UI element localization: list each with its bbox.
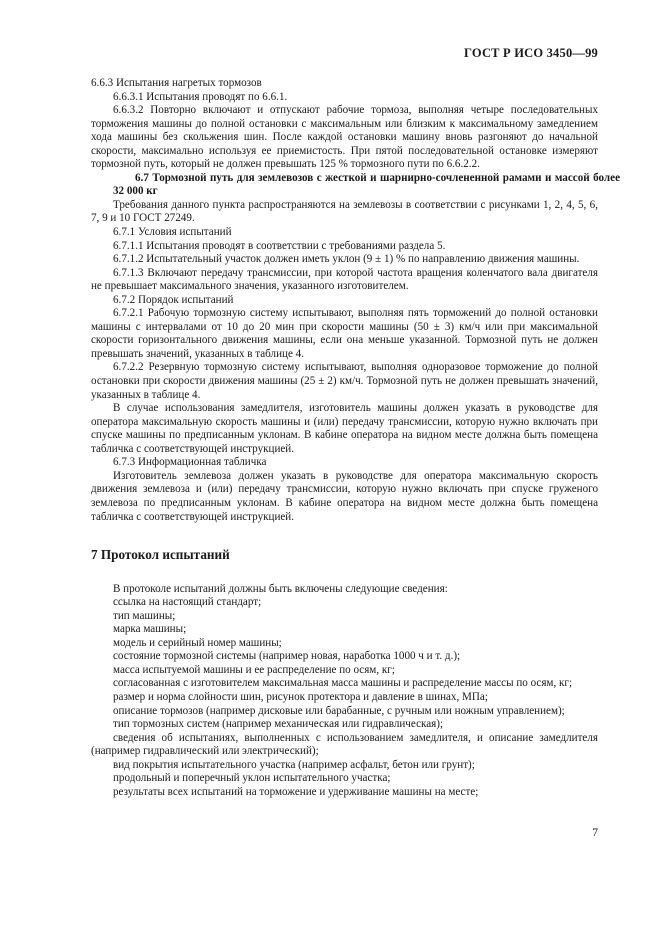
list-item: марка машины; bbox=[113, 623, 187, 636]
paragraph-6-7-3: 6.7.3 Информационная табличка bbox=[113, 456, 267, 469]
paragraph-6-7-1-1: 6.7.1.1 Испытания проводят в соответствии с требованиями раздела 5. bbox=[113, 239, 446, 252]
list-item: размер и норма слойности шин, рисунок протектора и давление в шинах, МПа; bbox=[113, 690, 488, 703]
list-item: масса испытуемой машины и ее распределение по осям, кг; bbox=[113, 663, 395, 676]
paragraph-6-6-3: 6.6.3 Испытания нагретых тормозов bbox=[91, 77, 262, 89]
paragraph-6-7-1: 6.7.1 Условия испытаний bbox=[113, 226, 232, 239]
section-7-title: 7 Протокол испытаний bbox=[91, 547, 230, 563]
heading-6-7: 6.7 Тормозной путь для землевозов с жесткой и шарнирно-сочлененной рамами и массой более 32 000 кг bbox=[113, 171, 620, 198]
paragraph-6-6-3-1: 6.6.3.1 Испытания проводят по 6.6.1. bbox=[113, 90, 288, 103]
report-items-list bbox=[91, 596, 598, 799]
page-content bbox=[91, 77, 620, 799]
list-item: ссылка на настоящий стандарт; bbox=[113, 596, 262, 609]
list-item: тип машины; bbox=[113, 609, 176, 622]
list-item: вид покрытия испытательного участка (например асфальт, бетон или грунт); bbox=[113, 758, 475, 771]
paragraph-6-7-scope: Требования данного пункта распространяются на землевозы в соответствии с рисунками 1, 2, 4, 5, 6, 7, 9 и 10 ГОСТ 27249. bbox=[91, 198, 598, 225]
paragraph-retarder: В случае использования замедлителя, изготовитель машины должен указать в руководстве для оператора максимальную скорость машины и (или) передачу трансмиссии, которую нужно включать при спуске машины по предписанным уклонам. В кабине оператора на видном месте должна быть помещена табличка с соответствующей инструкцией. bbox=[91, 402, 598, 455]
paragraph-6-7-2-1: 6.7.2.1 Рабочую тормозную систему испытывают, выполняя пять торможений до полной остановки машины с интервалами от 10 до 20 мин при скорости машины (50 ± 3) км/ч или при максимальной скорости горизонтального движения машины, если она меньше указанной. Тормозной путь не должен превышать значений, указанных в таблице 4. bbox=[91, 307, 598, 360]
list-item: сведения об испытаниях, выполненных с использованием замедлителя, и описание замедлителя (например гидравлический или электрический); bbox=[91, 731, 598, 758]
list-item: модель и серийный номер машины; bbox=[113, 636, 282, 649]
list-item: согласованная с изготовителем максимальная масса машины и распределение массы по осям, кг; bbox=[113, 677, 573, 690]
paragraph-6-7-2-2: 6.7.2.2 Резервную тормозную систему испытывают, выполняя одноразовое торможение до полной остановки при скорости движения машины (25 ± 2) км/ч. Тормозной путь не должен превышать значений, указанных в таблице 4. bbox=[91, 361, 598, 401]
paragraph-6-7-3-text: Изготовитель землевоза должен указать в руководстве для оператора максимальную скорость движения землевоза и (или) передачу трансмиссии, которую нужно включать при спуске груженого землевоза по предписанным уклонам. В кабине оператора на видном месте должна быть помещена табличка с соответствующей инструкцией. bbox=[91, 469, 598, 523]
paragraph-6-6-3-2: 6.6.3.2 Повторно включают и отпускают рабочие тормоза, выполняя четыре последовательных торможения машины до полной остановки с максимальным или близким к максимальному замедлением хода машины без скольжения шин. После каждой остановки машину вновь разгоняют до начальной скорости, максимально используя ее приемистость. При пятой последовательной остановке измеряют тормозной путь, который не должен превышать 125 % тормозного пути по 6.6.2.2. bbox=[91, 104, 598, 171]
list-item: описание тормозов (например дисковые или барабанные, с ручным или ножным управлением); bbox=[113, 704, 565, 717]
list-item: результаты всех испытаний на торможение и удерживание машины на месте; bbox=[113, 785, 479, 798]
standard-header: ГОСТ Р ИСО 3450—99 bbox=[464, 46, 598, 60]
paragraph-6-7-1-3: 6.7.1.3 Включают передачу трансмиссии, при которой частота вращения коленчатого вала двигателя не превышает максимального значения, указанного изготовителем. bbox=[91, 266, 598, 293]
page-number: 7 bbox=[592, 827, 598, 839]
list-item: состояние тормозной системы (например новая, наработка 1000 ч и т. д.); bbox=[113, 650, 461, 663]
list-item: продольный и поперечный уклон испытательного участка; bbox=[113, 772, 391, 785]
paragraph-6-7-1-2: 6.7.1.2 Испытательный участок должен иметь уклон (9 ± 1) % по направлению движения машины. bbox=[113, 253, 580, 266]
list-item: тип тормозных систем (например механическая или гидравлическая); bbox=[113, 718, 444, 731]
section-7-intro: В протоколе испытаний должны быть включены следующие сведения: bbox=[113, 582, 448, 595]
paragraph-6-7-2: 6.7.2 Порядок испытаний bbox=[113, 293, 234, 306]
